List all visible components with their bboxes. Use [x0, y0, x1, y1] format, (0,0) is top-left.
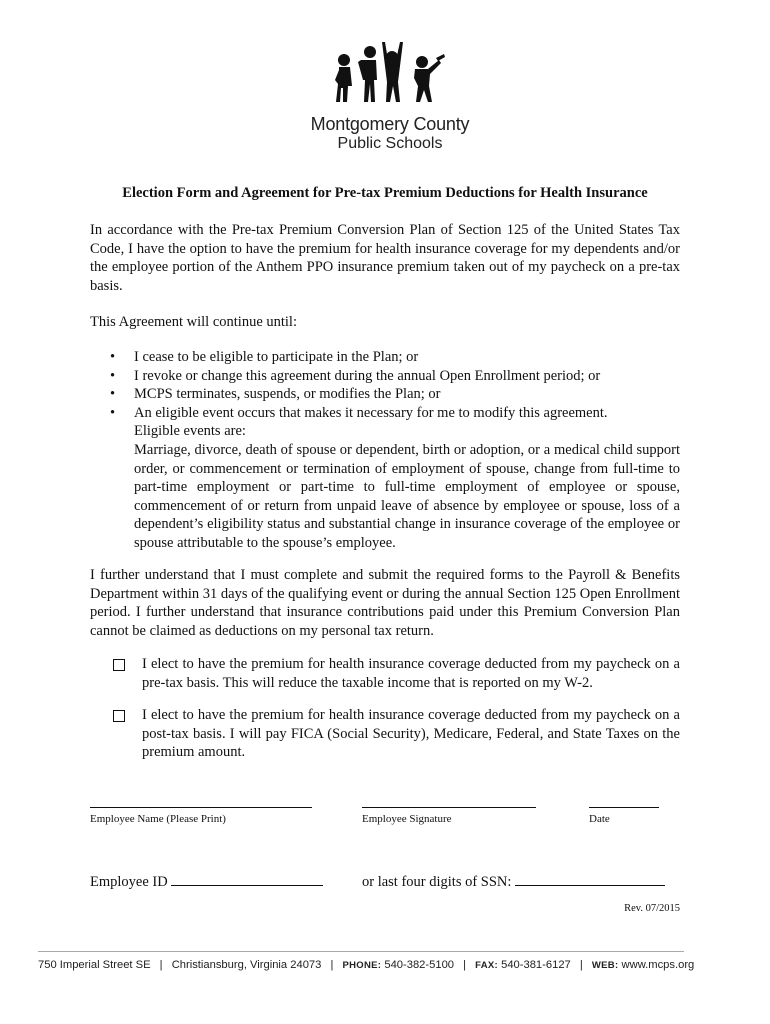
footer-separator: | — [463, 959, 467, 971]
mcps-logo — [300, 40, 480, 158]
bullet-icon: • — [110, 349, 116, 365]
pre-tax-option-label: I elect to have the premium for health insurance coverage deducted from my paycheck on a pre-tax basis. This will reduce the taxable income that is reported on my W-2. — [142, 656, 680, 691]
footer-fax: 540-381-6127 — [501, 959, 571, 971]
footer-separator: | — [159, 959, 163, 971]
employee-name-label: Employee Name (Please Print) — [90, 813, 226, 825]
org-name-line2: Public Schools — [337, 135, 443, 152]
eligible-events-text: Marriage, divorce, death of spouse or dependent, birth or adoption, or a medical child support order, or commencement or termination of employment of spouse, change from full-time to part-time employment or part-time to full-time employment of employee or spouse, commencement of or return from unpaid leave of absence by employee or spouse, loss of a dependent’s eligibility status and substantial change in insurance coverage of the employee or spouse attributable to the spouse’s employee. — [134, 441, 680, 551]
ssn-label: or last four digits of SSN: — [362, 874, 512, 890]
employee-signature-field[interactable] — [362, 807, 536, 808]
eligible-events-label: Eligible events are: — [134, 423, 246, 440]
understanding-paragraph: I further understand that I must complete and submit the required forms to the Payroll & Benefits Department within 31 days of the qualifying event or during the annual Section 125 Open Enrollment period. I further understand that insurance contributions paid under this Premium Conversion Plan cannot be claimed as deductions on my personal tax return. — [90, 567, 680, 639]
post-tax-option[interactable] — [113, 706, 680, 762]
footer-divider — [38, 951, 684, 952]
pre-tax-checkbox[interactable] — [113, 659, 125, 671]
footer-phone-label: PHONE: — [342, 960, 382, 971]
post-tax-option-label: I elect to have the premium for health insurance coverage deducted from my paycheck on a post-tax basis. I will pay FICA (Social Security), Medicare, Federal, and State Taxes on the premium amount. — [142, 707, 680, 761]
list-item: • I cease to be eligible to participate in the Plan; or — [110, 349, 419, 365]
continuation-conditions-list — [108, 348, 680, 553]
footer-phone: 540-382-5100 — [384, 959, 455, 971]
footer-separator: | — [330, 959, 334, 971]
employee-name-field[interactable] — [90, 807, 312, 808]
bullet-icon: • — [110, 367, 116, 384]
form-title: Election Form and Agreement for Pre-tax Premium Deductions for Health Insurance — [122, 185, 648, 201]
date-field[interactable] — [589, 807, 659, 808]
org-name-line1: Montgomery County — [310, 114, 470, 134]
list-item: • An eligible event occurs that makes it necessary for me to modify this agreement. — [110, 404, 608, 421]
ssn-field[interactable] — [515, 873, 665, 886]
bullet-icon: • — [110, 404, 116, 421]
footer-separator: | — [579, 959, 583, 971]
post-tax-checkbox[interactable] — [113, 710, 125, 722]
footer-web-label: WEB: — [591, 960, 619, 971]
revision-date: Rev. 07/2015 — [624, 903, 680, 914]
footer-city: Christiansburg, Virginia 24073 — [171, 959, 322, 971]
pre-tax-option[interactable] — [113, 655, 680, 692]
date-label: Date — [589, 813, 610, 825]
employee-id-label: Employee ID — [90, 874, 168, 890]
footer-address: 750 Imperial Street SE — [38, 959, 151, 971]
children-silhouette-icon — [330, 40, 450, 112]
bullet-icon: • — [110, 386, 116, 403]
ssn-row — [362, 873, 665, 891]
footer-fax-label: FAX: — [475, 960, 498, 971]
list-item: • MCPS terminates, suspends, or modifies the Plan; or — [110, 386, 441, 403]
footer — [38, 959, 728, 971]
employee-id-row — [90, 873, 323, 891]
employee-signature-label: Employee Signature — [362, 813, 452, 825]
list-item: • I revoke or change this agreement during the annual Open Enrollment period; or — [110, 367, 601, 384]
footer-web[interactable]: www.mcps.org — [621, 959, 695, 971]
agreement-intro: This Agreement will continue until: — [90, 314, 297, 330]
employee-id-field[interactable] — [171, 873, 323, 886]
intro-paragraph: In accordance with the Pre-tax Premium Conversion Plan of Section 125 of the United States Tax Code, I have the option to have the premium for health insurance coverage for my dependents and/or the employee portion of the Anthem PPO insurance premium taken out of my paycheck on a pre-tax basis. — [90, 222, 680, 294]
